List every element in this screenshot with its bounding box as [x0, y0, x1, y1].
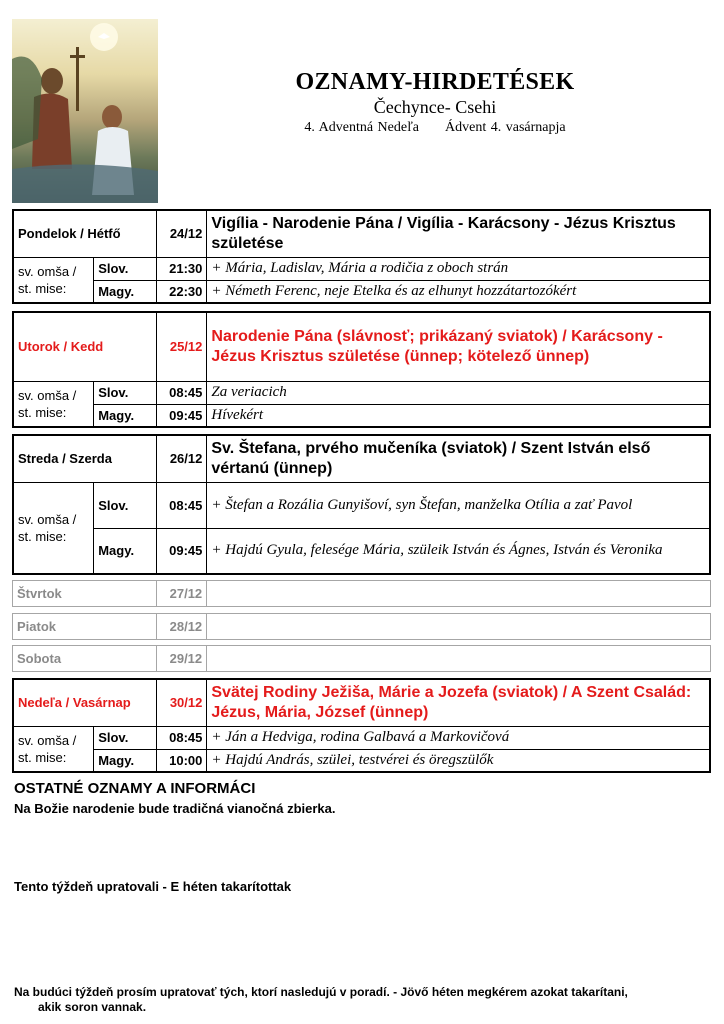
day-name: Utorok / Kedd — [13, 312, 157, 381]
mass-intention: Za veriacich — [207, 381, 710, 404]
day-date: 27/12 — [156, 581, 206, 607]
mass-language: Magy. — [94, 749, 157, 772]
page-title: OZNAMY-HIRDETÉSEK — [295, 69, 575, 95]
day-description: Narodenie Pána (slávnosť; prikázaný sviatok) / Karácsony - Jézus Krisztus születése (ünnep; kötelező ünnep) — [207, 312, 710, 381]
mass-intention: Hívekért — [207, 404, 710, 427]
baptism-of-christ-picture — [12, 19, 158, 203]
day-table-monday — [12, 209, 711, 304]
day-table-friday — [12, 613, 711, 640]
mass-intention: + Štefan a Rozália Gunyišoví, syn Štefan, manželka Otília a zať Pavol — [207, 482, 710, 528]
mass-time: 21:30 — [157, 257, 207, 280]
day-description-empty — [207, 581, 711, 607]
day-table-thursday — [12, 580, 711, 607]
mass-label: sv. omša / st. mise: — [13, 257, 94, 303]
mass-language: Slov. — [94, 726, 157, 749]
cleaning-next-week-line1: Na budúci týždeň prosím upratovať tých, ktorí nasledujú v poradí. - Jövő héten megkérem azokat takarítani, — [14, 985, 628, 999]
mass-intention: + Ján a Hedviga, rodina Galbavá a Markovičová — [207, 726, 710, 749]
mass-label: sv. omša / st. mise: — [13, 482, 94, 574]
day-date: 28/12 — [156, 614, 206, 640]
mass-language: Magy. — [94, 528, 157, 574]
cleaning-this-week-note: Tento týždeň upratovali - E héten takarítottak — [14, 879, 292, 894]
document-header — [250, 68, 620, 137]
mass-intention: + Hajdú Gyula, felesége Mária, szüleik István és Ágnes, István és Veronika — [207, 528, 710, 574]
mass-intention: + Németh Ferenc, neje Etelka és az elhunyt hozzátartozókért — [207, 280, 710, 303]
mass-time: 08:45 — [157, 726, 207, 749]
mass-language: Slov. — [94, 482, 157, 528]
baptism-illustration — [12, 19, 158, 203]
day-name: Štvrtok — [13, 581, 157, 607]
mass-intention: + Mária, Ladislav, Mária a rodičia z oboch strán — [207, 257, 710, 280]
day-name: Piatok — [13, 614, 157, 640]
mass-time: 09:45 — [157, 528, 207, 574]
day-date: 30/12 — [157, 679, 207, 726]
mass-intention: + Hajdú András, szülei, testvérei és öregszülők — [207, 749, 710, 772]
mass-language: Slov. — [94, 381, 157, 404]
mass-time: 10:00 — [157, 749, 207, 772]
day-description: Svätej Rodiny Ježiša, Márie a Jozefa (sviatok) / A Szent Család: Jézus, Mária, József (ünnep) — [207, 679, 710, 726]
day-date: 24/12 — [157, 210, 207, 257]
day-name: Pondelok / Hétfő — [13, 210, 157, 257]
parish-name: Čechynce- Csehi — [373, 97, 497, 117]
day-date: 25/12 — [157, 312, 207, 381]
mass-time: 09:45 — [157, 404, 207, 427]
day-date: 26/12 — [157, 435, 207, 482]
mass-language: Magy. — [94, 404, 157, 427]
day-table-sunday — [12, 678, 711, 773]
day-date: 29/12 — [156, 646, 206, 672]
day-name: Nedeľa / Vasárnap — [13, 679, 157, 726]
mass-language: Magy. — [94, 280, 157, 303]
subtitle-hungarian: Ádvent 4. vasárnapja — [445, 120, 566, 135]
mass-language: Slov. — [94, 257, 157, 280]
day-table-tuesday — [12, 311, 711, 428]
day-table-wednesday — [12, 434, 711, 575]
cleaning-next-week-note — [14, 985, 704, 1015]
mass-label: sv. omša / st. mise: — [13, 381, 94, 427]
day-description-empty — [207, 614, 711, 640]
day-description-empty — [207, 646, 711, 672]
day-name: Sobota — [13, 646, 157, 672]
day-name: Streda / Szerda — [13, 435, 157, 482]
mass-time: 08:45 — [157, 381, 207, 404]
christmas-collection-note: Na Božie narodenie bude tradičná vianočná zbierka. — [14, 801, 336, 816]
week-subtitle — [250, 119, 620, 137]
mass-time: 22:30 — [157, 280, 207, 303]
subtitle-slovak: 4. Adventná Nedeľa — [304, 120, 420, 135]
mass-time: 08:45 — [157, 482, 207, 528]
mass-label: sv. omša / st. mise: — [13, 726, 94, 772]
day-description: Vigília - Narodenie Pána / Vigília - Karácsony - Jézus Krisztus születése — [207, 210, 710, 257]
day-description: Sv. Štefana, prvého mučeníka (sviatok) / Szent István első vértanú (ünnep) — [207, 435, 710, 482]
cleaning-next-week-line2: akik soron vannak. — [38, 1000, 147, 1014]
other-announcements-heading: OSTATNÉ OZNAMY A INFORMÁCI — [14, 780, 256, 797]
day-table-saturday — [12, 645, 711, 672]
